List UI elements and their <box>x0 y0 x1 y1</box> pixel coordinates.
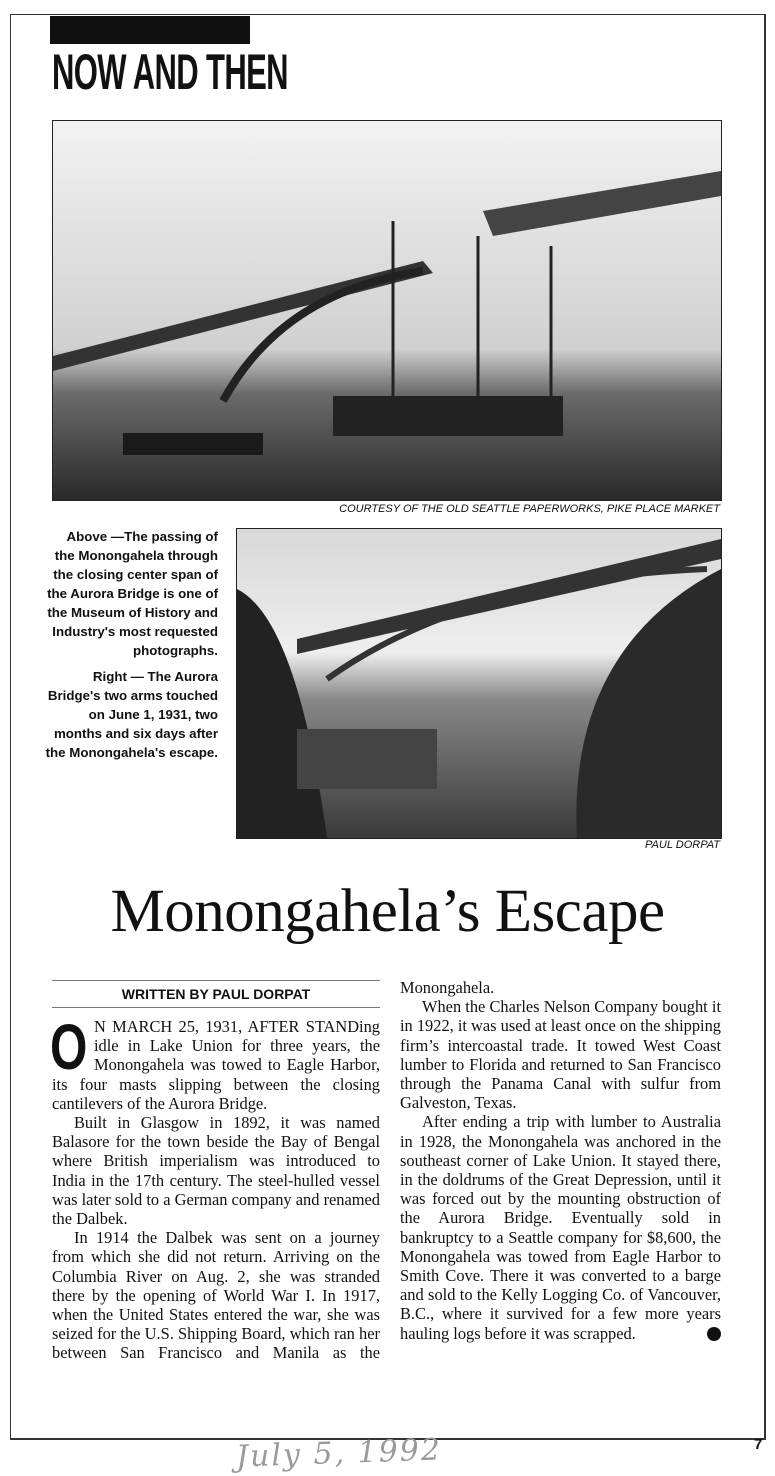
photo-caption <box>44 527 218 769</box>
paragraph: In 1914 the Dalbek was sent on a journey from which she did not return. Arriving on the Columbia River on Aug. 2, she was stranded there by the opening of World War I. In 1917, when the United States entered the war, she was seized for the U.S. Shipping Board, which ran her between San Francisco and Manila as the <box>52 1228 380 1363</box>
section-bar <box>50 16 250 44</box>
article-byline: WRITTEN BY PAUL DORPAT <box>52 980 380 1008</box>
article-headline: Monongahela’s Escape <box>110 878 665 945</box>
paragraph: When the Charles Nelson Company bought it in 1922, it was used at least once on the shipping firm’s intercoastal trade. It towed West Coast lumber to Florida and returned to San Francisco through the Panama Canal with sulfur from Galveston, Texas. <box>400 997 721 1113</box>
drop-cap: O <box>50 1011 88 1083</box>
paragraph: O N MARCH 25, 1931, AFTER STANDing idle in Lake Union for three years, the Monongahela was towed to Eagle Harbor, its four masts slipping between the closing cantilevers of the Aurora Bridge. <box>50 1011 380 1113</box>
article-column-right <box>400 978 736 1343</box>
photo-credit: PAUL DORPAT <box>645 839 720 851</box>
paragraph: Built in Glasgow in 1892, it was named Balasore for the town beside the Bay of Bengal where British imperialism was introduced to India in the 17th century. The steel-hulled vessel was later sold to a German company and renamed the Dalbek. <box>52 1113 380 1229</box>
photo-aurora-bridge <box>236 528 722 839</box>
handwritten-date: July 5, 1992 <box>235 1432 443 1475</box>
section-kicker: NOW AND THEN <box>52 44 288 100</box>
paragraph: Monongahela. <box>400 978 495 997</box>
photo-monongahela-bridge <box>52 120 722 501</box>
end-mark-icon: P <box>707 1327 721 1341</box>
paragraph: After ending a trip with lumber to Australia in 1928, the Monongahela was anchored in the southeast corner of Lake Union. It stayed there, in the doldrums of the Great Depression, until it was forced out by the mounting obstruction of the Aurora Bridge. Eventually sold in bankruptcy to a Seattle company for $8,600, the Monongahela was towed from Eagle Harbor to Smith Cove. There it was converted to a barge and sold to the Kelly Logging Co. of Vancouver, B.C., where it survived for a few more years hauling logs before it was scrapped. P <box>400 1112 736 1343</box>
caption-above: Above —The passing of the Monongahela through the closing center span of the Aurora Bridge is one of the Museum of History and Industry's most requested photographs. <box>47 529 218 658</box>
article-column-left <box>50 1011 380 1363</box>
page-number: 7 <box>754 1436 763 1453</box>
photo-credit: COURTESY OF THE OLD SEATTLE PAPERWORKS, PIKE PLACE MARKET <box>339 503 720 515</box>
caption-right: Right — The Aurora Bridge's two arms touched on June 1, 1931, two months and six days after the Monongahela's escape. <box>45 669 218 760</box>
